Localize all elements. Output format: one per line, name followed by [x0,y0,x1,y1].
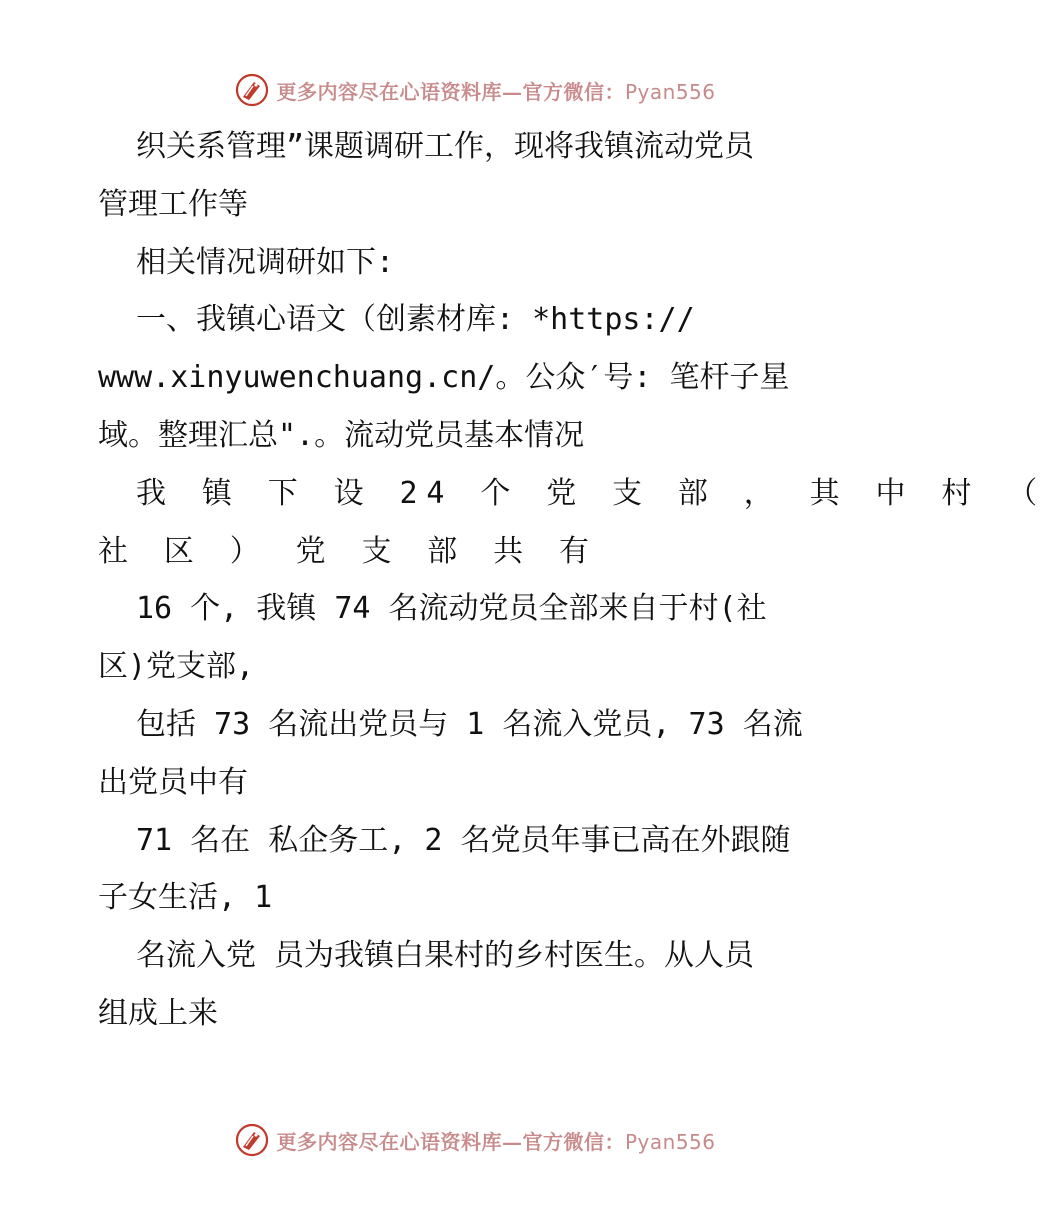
body-line: www.xinyuwenchuang.cn/。公众′号: 笔杆子星 [98,360,790,396]
body-line: 社 区 ） 党 支 部 共 有 [98,533,598,569]
body-line: 相关情况调研如下: [136,244,395,280]
body-line: 区)党支部, [98,649,255,685]
footer-banner [0,1120,950,1160]
body-line: 子女生活, 1 [98,880,273,916]
header-banner [0,70,950,110]
body-line: 我 镇 下 设 24 个 党 支 部 ， 其 中 村 （ [136,475,1046,511]
footer-banner-text: 更多内容尽在心语资料库—官方微信：Pyan556 [276,1129,716,1154]
body-line: 组成上来 [98,995,218,1031]
pen-nib-logo-icon [234,72,270,108]
body-line: 名流入党 员为我镇白果村的乡村医生。从人员 [136,938,755,974]
document-body [98,118,1046,1043]
footer-wechat-handle: Pyan556 [624,1129,716,1154]
body-line: 包括 73 名流出党员与 1 名流入党员, 73 名流 [136,706,803,742]
body-line: 织关系管理”课题调研工作，现将我镇流动党员 [136,129,755,164]
body-line: 管理工作等 [98,186,248,222]
header-wechat-handle: Pyan556 [624,79,716,104]
body-line: 域。整理汇总".。流动党员基本情况 [98,417,585,453]
header-banner-text: 更多内容尽在心语资料库—官方微信：Pyan556 [276,79,716,104]
body-line: 一、我镇心语文（创素材库: *https:// [136,302,695,338]
body-line: 出党员中有 [98,764,248,800]
body-line: 71 名在 私企务工, 2 名党员年事已高在外跟随 [136,822,791,858]
pen-nib-logo-icon [234,1122,270,1158]
body-line: 16 个, 我镇 74 名流动党员全部来自于村(社 [136,591,767,627]
